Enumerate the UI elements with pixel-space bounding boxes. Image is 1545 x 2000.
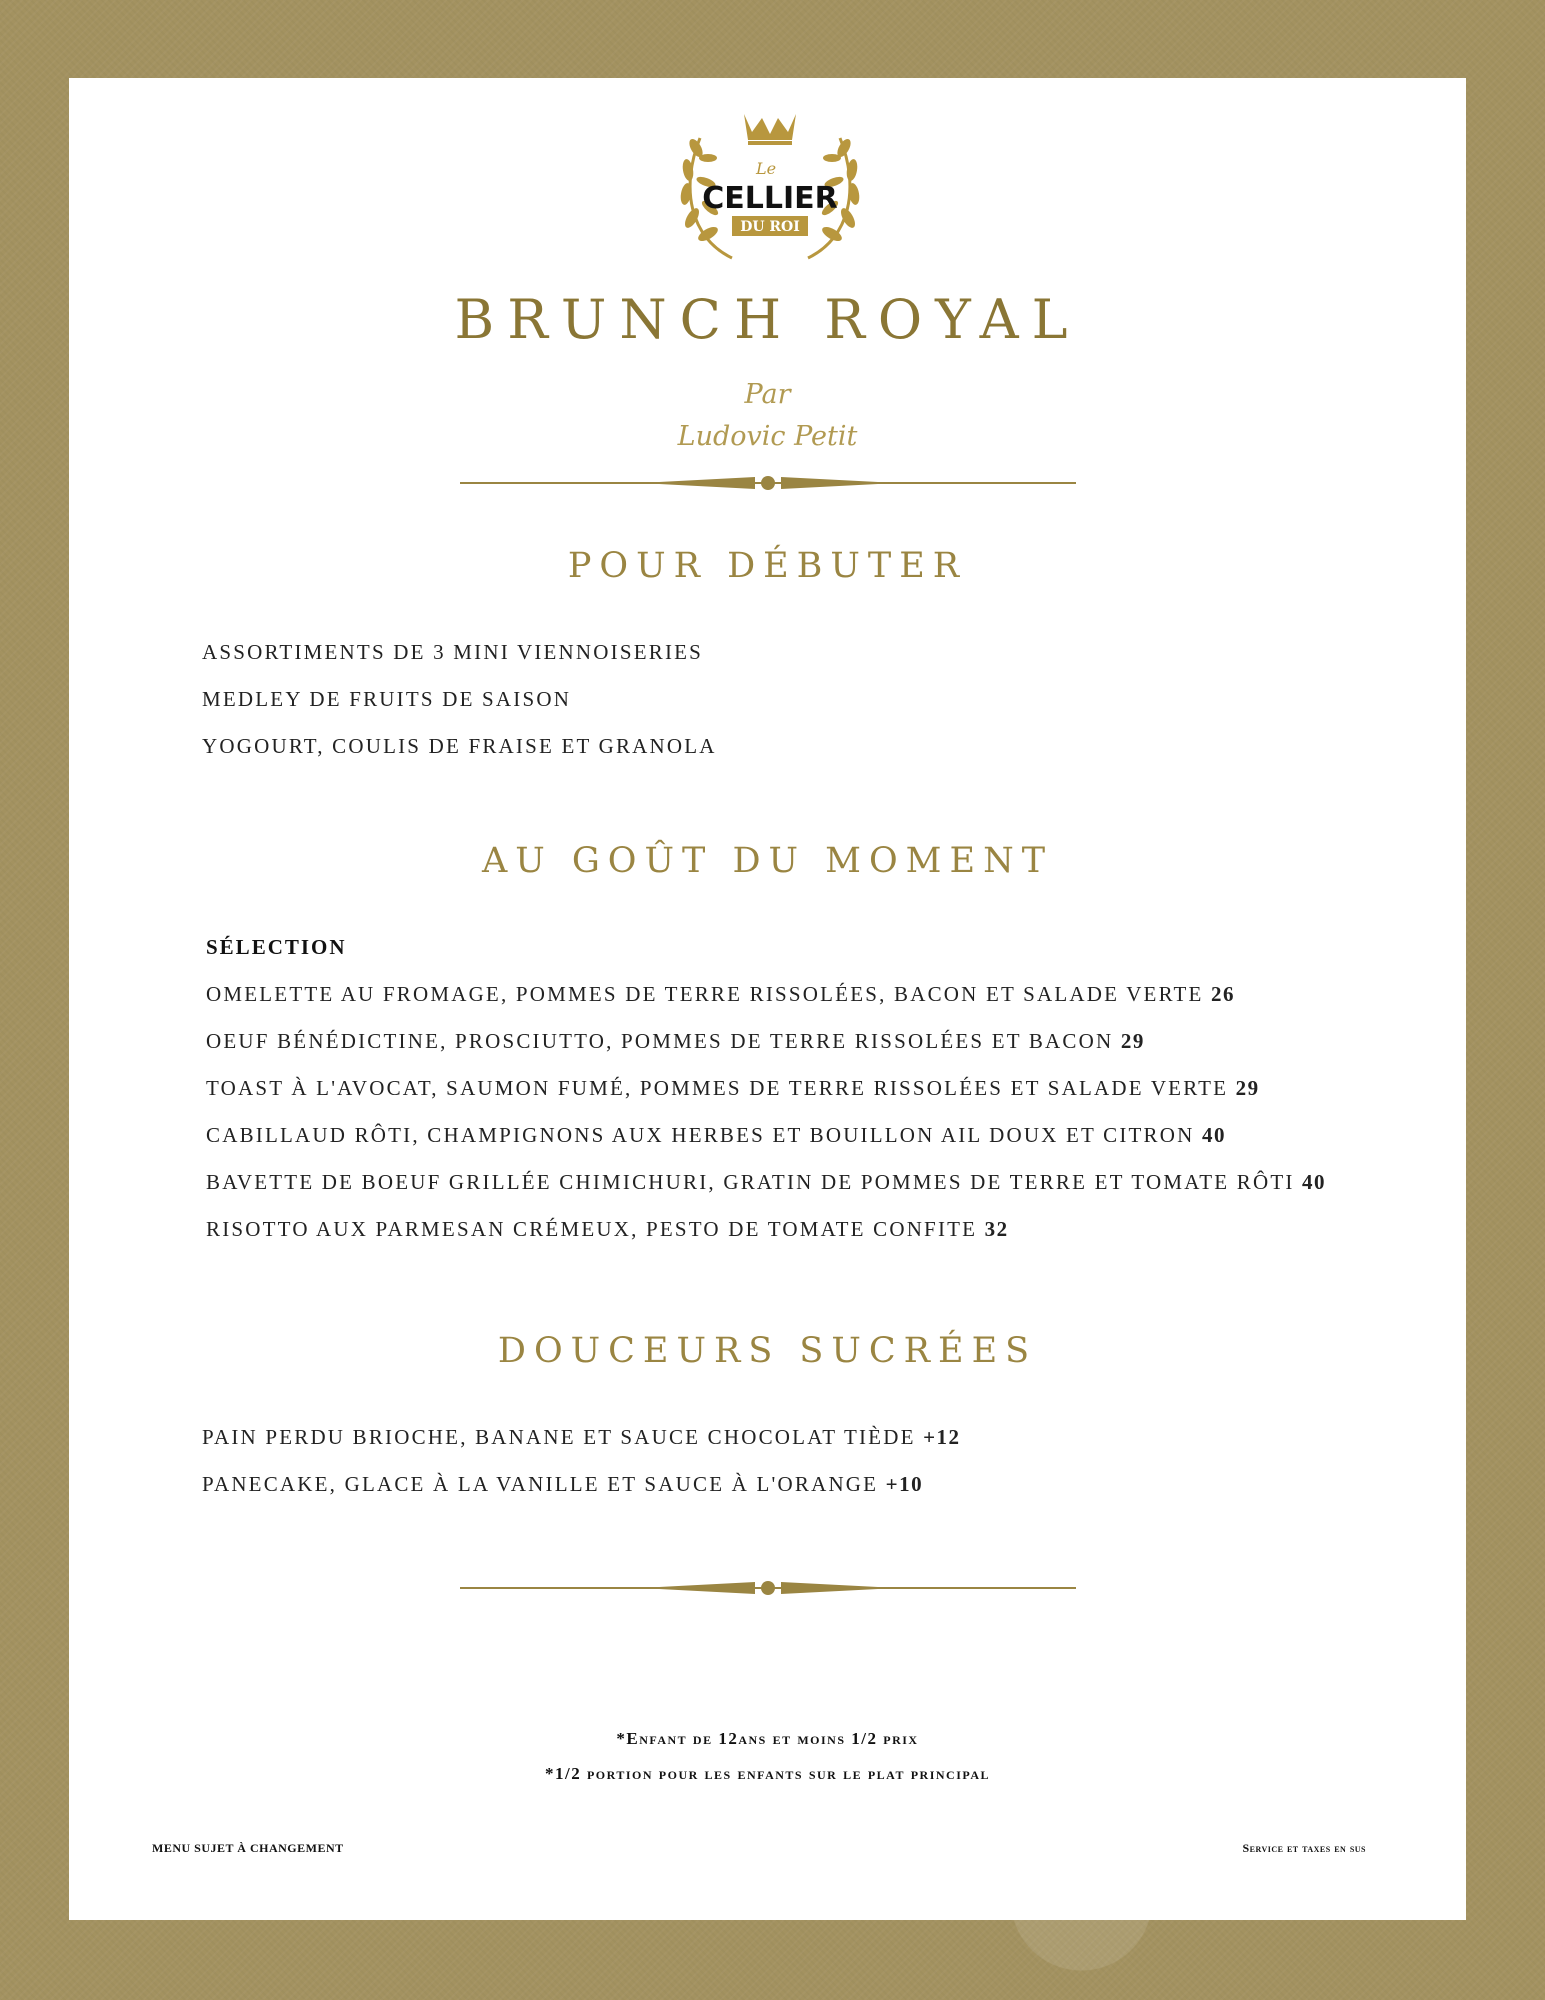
ornamental-divider bbox=[460, 473, 1076, 493]
menu-item bbox=[206, 1076, 1260, 1101]
menu-item bbox=[206, 982, 1235, 1007]
section-title-douceurs-sucrees: DOUCEURS SUCRÉES bbox=[497, 1331, 1038, 1371]
menu-item-name: TOAST À L'AVOCAT, SAUMON FUMÉ, POMMES DE TERRE RISSOLÉES ET SALADE VERTE bbox=[206, 1076, 1229, 1100]
menu-item-price: 26 bbox=[1211, 982, 1236, 1006]
note-children-portion: *1/2 portion pour les enfants sur le plat principal bbox=[544, 1764, 990, 1783]
menu-item bbox=[202, 1425, 961, 1450]
menu-item: YOGOURT, COULIS DE FRAISE ET GRANOLA bbox=[202, 734, 717, 758]
byline bbox=[69, 374, 1466, 458]
menu-item-name: RISOTTO AUX PARMESAN CRÉMEUX, PESTO DE TOMATE CONFITE bbox=[206, 1217, 978, 1241]
menu-item: ASSORTIMENTS DE 3 MINI VIENNOISERIES bbox=[202, 640, 704, 664]
menu-item bbox=[206, 1123, 1226, 1148]
menu-title: BRUNCH ROYAL bbox=[454, 288, 1081, 351]
menu-item-name: BAVETTE DE BOEUF GRILLÉE CHIMICHURI, GRATIN DE POMMES DE TERRE ET TOMATE RÔTI bbox=[206, 1170, 1295, 1194]
menu-item-price: 40 bbox=[1201, 1123, 1226, 1147]
note-children-price: *Enfant de 12ans et moins 1/2 prix bbox=[616, 1729, 919, 1748]
menu-item bbox=[206, 1170, 1326, 1195]
byline-par: Par bbox=[744, 379, 791, 410]
menu-item-price: +10 bbox=[885, 1472, 924, 1496]
menu-item-name: PAIN PERDU BRIOCHE, BANANE ET SAUCE CHOCOLAT TIÈDE bbox=[202, 1425, 916, 1449]
cellier-du-roi-logo bbox=[670, 108, 870, 268]
section-title-pour-debuter: POUR DÉBUTER bbox=[567, 546, 968, 586]
section-title-au-gout-du-moment: AU GOÛT DU MOMENT bbox=[481, 841, 1054, 881]
menu-item-name: OEUF BÉNÉDICTINE, PROSCIUTTO, POMMES DE TERRE RISSOLÉES ET BACON bbox=[206, 1029, 1114, 1053]
menu-item-price: 29 bbox=[1120, 1029, 1145, 1053]
menu-item-price: +12 bbox=[923, 1425, 961, 1449]
svg-text:CELLIER: CELLIER bbox=[702, 181, 838, 216]
menu-item bbox=[202, 1472, 923, 1497]
ornamental-divider bbox=[460, 1578, 1076, 1598]
menu-item bbox=[206, 1029, 1145, 1054]
footer-service-taxes: Service et taxes en sus bbox=[1242, 1841, 1366, 1855]
menu-item-price: 32 bbox=[984, 1217, 1009, 1241]
svg-text:Le: Le bbox=[756, 159, 777, 178]
menu-item: MEDLEY DE FRUITS DE SAISON bbox=[202, 687, 572, 711]
menu-item-name: PANECAKE, GLACE À LA VANILLE ET SAUCE À L'ORANGE bbox=[202, 1472, 879, 1496]
menu-item-name: OMELETTE AU FROMAGE, POMMES DE TERRE RISSOLÉES, BACON ET SALADE VERTE bbox=[206, 982, 1204, 1006]
byline-chef: Ludovic Petit bbox=[677, 421, 858, 452]
menu-item-name: CABILLAUD RÔTI, CHAMPIGNONS AUX HERBES ET BOUILLON AIL DOUX ET CITRON bbox=[206, 1123, 1195, 1147]
crown-icon bbox=[744, 114, 796, 145]
menu-item-price: 29 bbox=[1235, 1076, 1260, 1100]
menu-item bbox=[206, 1217, 1009, 1242]
menu-paper bbox=[69, 78, 1466, 1920]
footer-menu-subject-to-change: MENU SUJET À CHANGEMENT bbox=[152, 1841, 344, 1855]
selection-label: SÉLECTION bbox=[206, 935, 347, 959]
svg-text:DU ROI: DU ROI bbox=[740, 219, 800, 235]
menu-item-price: 40 bbox=[1302, 1170, 1326, 1194]
